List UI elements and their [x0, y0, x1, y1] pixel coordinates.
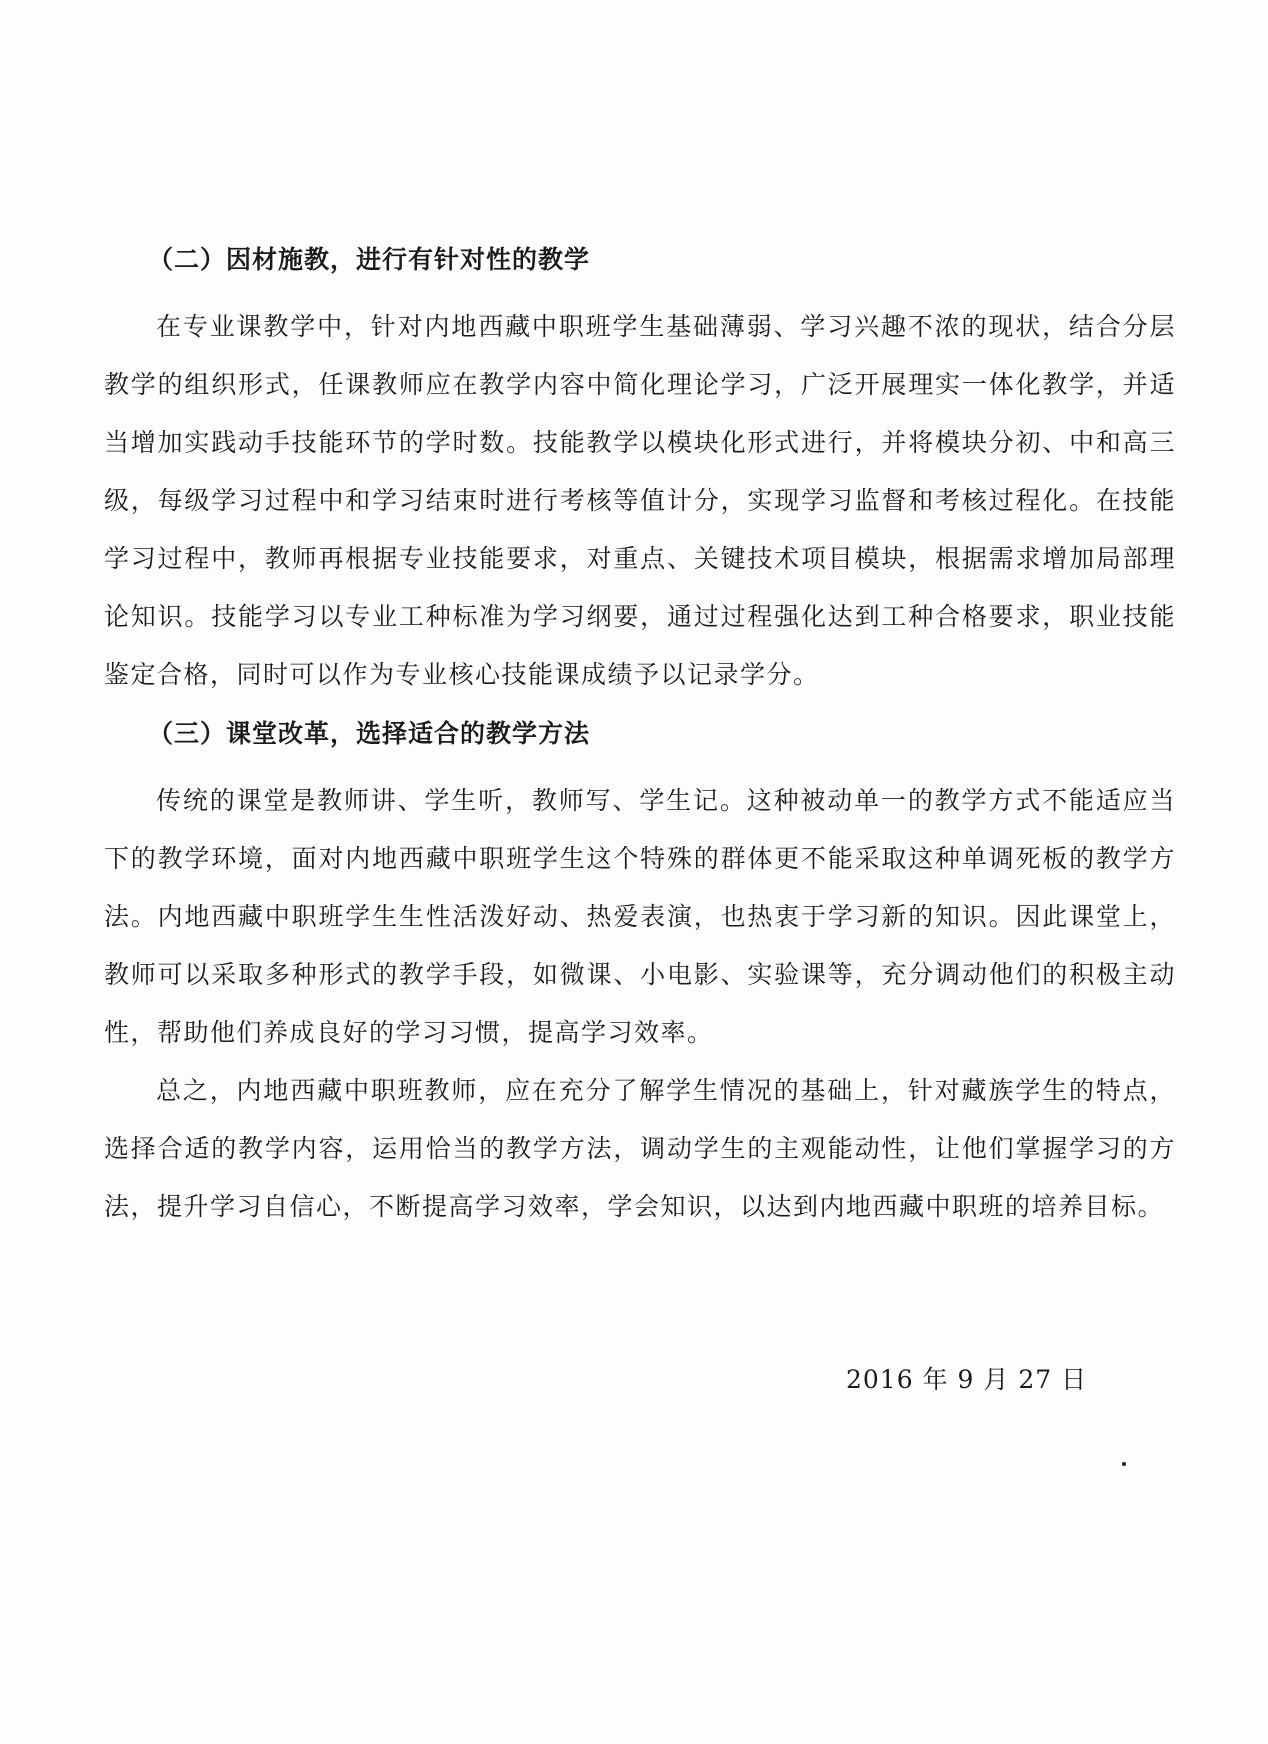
document-body	[104, 240, 1176, 1236]
section-3-paragraph-1: 传统的课堂是教师讲、学生听，教师写、学生记。这种被动单一的教学方式不能适应当下的教学环境，面对内地西藏中职班学生这个特殊的群体更不能采取这种单调死板的教学方法。内地西藏中职班学生生性活泼好动、热爱表演，也热衷于学习新的知识。因此课堂上，教师可以采取多种形式的教学手段，如微课、小电影、实验课等，充分调动他们的积极主动性，帮助他们养成良好的学习习惯，提高学习效率。	[104, 786, 1176, 1047]
document-date: 2016 年 9 月 27 日	[846, 1365, 1088, 1394]
scan-speck	[1122, 1462, 1126, 1466]
section-heading-2: （二）因材施教，进行有针对性的教学	[148, 245, 591, 274]
conclusion-paragraph: 总之，内地西藏中职班教师，应在充分了解学生情况的基础上，针对藏族学生的特点，选择合适的教学内容，运用恰当的教学方法，调动学生的主观能动性，让他们掌握学习的方法，提升学习自信心，不断提高学习效率，学会知识，以达到内地西藏中职班的培养目标。	[104, 1076, 1176, 1221]
section-heading-3: （三）课堂改革，选择适合的教学方法	[148, 719, 591, 748]
section-2-paragraph-1: 在专业课教学中，针对内地西藏中职班学生基础薄弱、学习兴趣不浓的现状，结合分层教学的组织形式，任课教师应在教学内容中简化理论学习，广泛开展理实一体化教学，并适当增加实践动手技能环节的学时数。技能教学以模块化形式进行，并将模块分初、中和高三级，每级学习过程中和学习结束时进行考核等值计分，实现学习监督和考核过程化。在技能学习过程中，教师再根据专业技能要求，对重点、关键技术项目模块，根据需求增加局部理论知识。技能学习以专业工种标准为学习纲要，通过过程强化达到工种合格要求，职业技能鉴定合格，同时可以作为专业核心技能课成绩予以记录学分。	[104, 312, 1176, 689]
